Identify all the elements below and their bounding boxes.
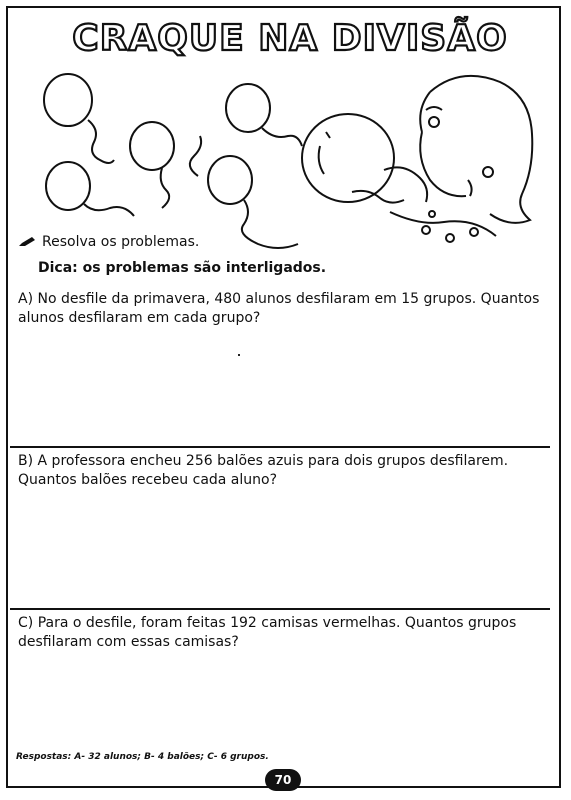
instruction-text: Resolva os problemas. [42, 234, 200, 250]
question-label: A) [18, 291, 34, 307]
question-label: B) [18, 453, 34, 469]
question-text: A professora encheu 256 balões azuis para dois grupos desfilarem. Quantos balões recebeu cada aluno? [18, 453, 509, 488]
instruction [18, 234, 199, 250]
hint: Dica: os problemas são interligados. [38, 260, 327, 276]
question-c [18, 614, 546, 652]
balloons-and-girl-illustration [30, 62, 550, 252]
question-a [18, 290, 546, 328]
question-label: C) [18, 615, 34, 631]
page-title [60, 12, 520, 58]
page-number: 70 [265, 769, 301, 791]
question-b [18, 452, 546, 490]
question-text: No desfile da primavera, 480 alunos desfilaram em 15 grupos. Quantos alunos desfilaram em cada grupo? [18, 291, 540, 326]
answer-key: Respostas: A- 32 alunos; B- 4 balões; C- 6 grupos. [16, 752, 269, 762]
stray-dot [238, 354, 240, 356]
pencil-icon [18, 236, 36, 248]
divider-line [10, 446, 550, 448]
divider-line [10, 608, 550, 610]
question-text: Para o desfile, foram feitas 192 camisas vermelhas. Quantos grupos desfilaram com essas camisas? [18, 615, 517, 650]
title-text: CRAQUE NA DIVISÃO [72, 18, 508, 58]
